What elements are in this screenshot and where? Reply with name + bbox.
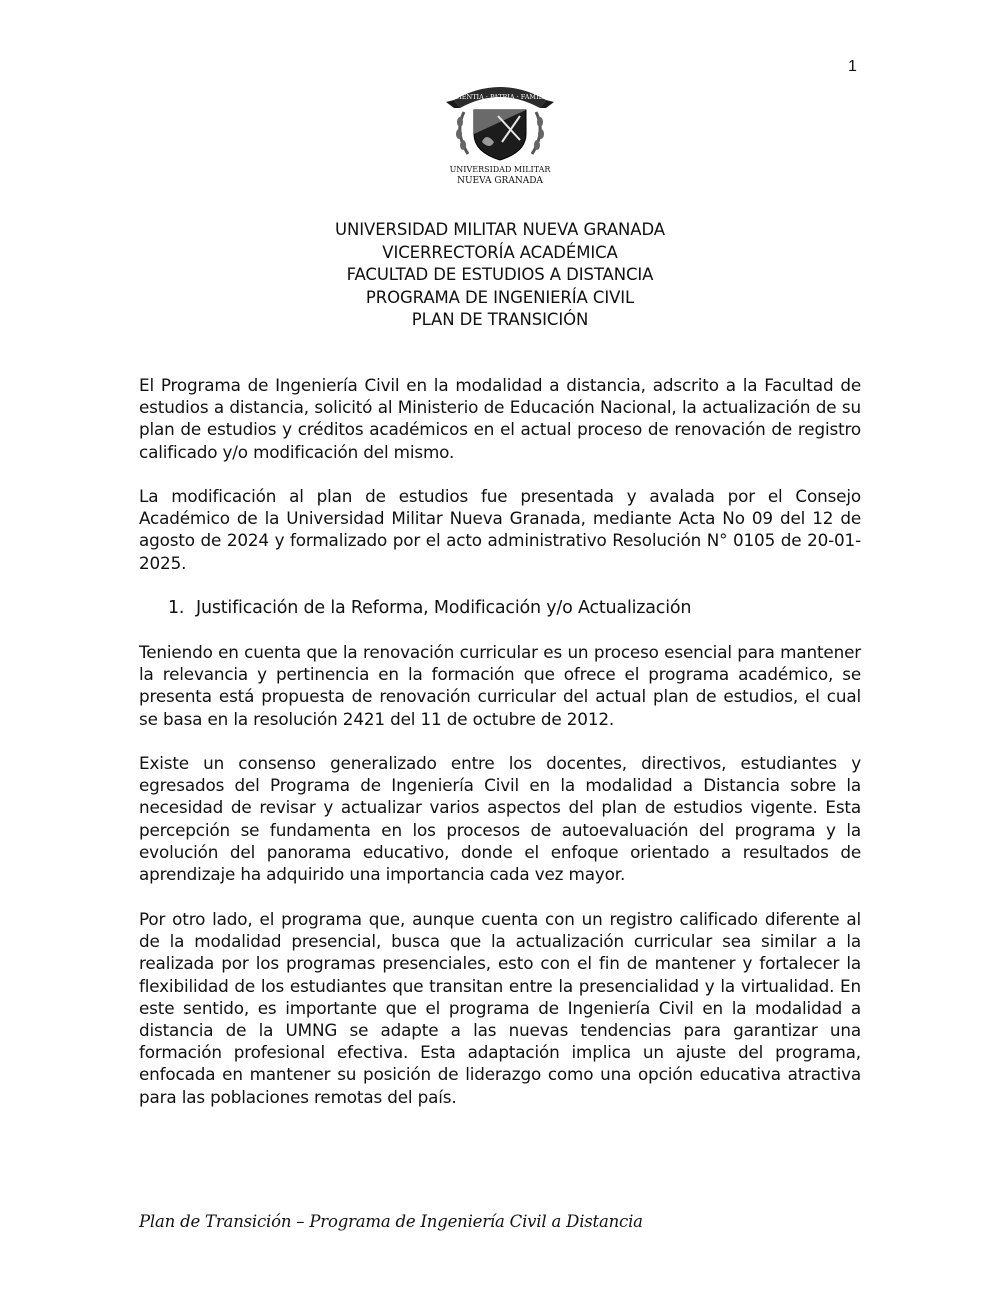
university-crest-icon [440,72,560,190]
page-footer: Plan de Transición – Programa de Ingeniería Civil a Distancia [139,1212,643,1231]
section-title: Justificación de la Reforma, Modificación y/o Actualización [196,598,692,618]
header-university: UNIVERSIDAD MILITAR NUEVA GRANADA [335,220,665,239]
section-paragraph: Teniendo en cuenta que la renovación curricular es un proceso esencial para mantener la relevancia y pertinencia en la formación que ofrece el programa académico, se presenta está propuesta de renovación curricular del actual plan de estudios, el cual se basa en la resolución 2421 del 11 de octubre de 2012. [139,642,861,729]
intro-paragraph: El Programa de Ingeniería Civil en la modalidad a distancia, adscrito a la Facultad de estudios a distancia, solicitó al Ministerio de Educación Nacional, la actualización de su plan de estudios y créditos académicos en el actual proceso de renovación de registro calificado y/o modificación del mismo. [139,375,861,462]
header-vicerrectoria: VICERRECTORÍA ACADÉMICA [382,242,618,262]
section-heading [168,596,691,620]
section-paragraph: Por otro lado, el programa que, aunque cuenta con un registro calificado diferente al de la modalidad presencial, busca que la actualización curricular sea similar a la realizada por los programas presenciales, esto con el fin de mantener y fortalecer la flexibilidad de los estudiantes que transitan entre la presencialidad y la virtualidad. En este sentido, es importante que el programa de Ingeniería Civil en la modalidad a distancia de la UMNG se adapte a las nuevas tendencias para garantizar una formación profesional efectiva. Esta adaptación implica un ajuste del programa, enfocada en mantener su posición de liderazgo como una opción educativa atractiva para las poblaciones remotas del país. [139,909,861,1107]
header-plan: PLAN DE TRANSICIÓN [411,310,589,330]
university-logo [440,72,560,190]
intro-paragraph: La modificación al plan de estudios fue presentada y avalada por el Consejo Académico de la Universidad Militar Nueva Granada, mediante Acta No 09 del 12 de agosto de 2024 y formalizado por el acto administrativo Resolución N° 0105 de 20-01-2025. [139,486,861,573]
page-number: 1 [848,58,857,75]
header-programa: PROGRAMA DE INGENIERÍA CIVIL [365,287,635,307]
svg-text:SCIENTIA · PATRIA · FAMILIA: SCIENTIA · PATRIA · FAMILIA [449,93,551,101]
svg-text:UNIVERSIDAD MILITAR: UNIVERSIDAD MILITAR [449,165,551,174]
section-number: 1. [168,598,185,618]
section-paragraph: Existe un consenso generalizado entre los docentes, directivos, estudiantes y egresados del Programa de Ingeniería Civil en la modalidad a Distancia sobre la necesidad de revisar y actualizar varios aspectos del plan de estudios vigente. Esta percepción se fundamenta en los procesos de autoevaluación del programa y la evolución del panorama educativo, donde el enfoque orientado a resultados de aprendizaje ha adquirido una importancia cada vez mayor. [139,753,861,885]
svg-text:NUEVA GRANADA: NUEVA GRANADA [457,176,543,186]
document-header [140,219,860,332]
header-facultad: FACULTAD DE ESTUDIOS A DISTANCIA [346,265,654,285]
